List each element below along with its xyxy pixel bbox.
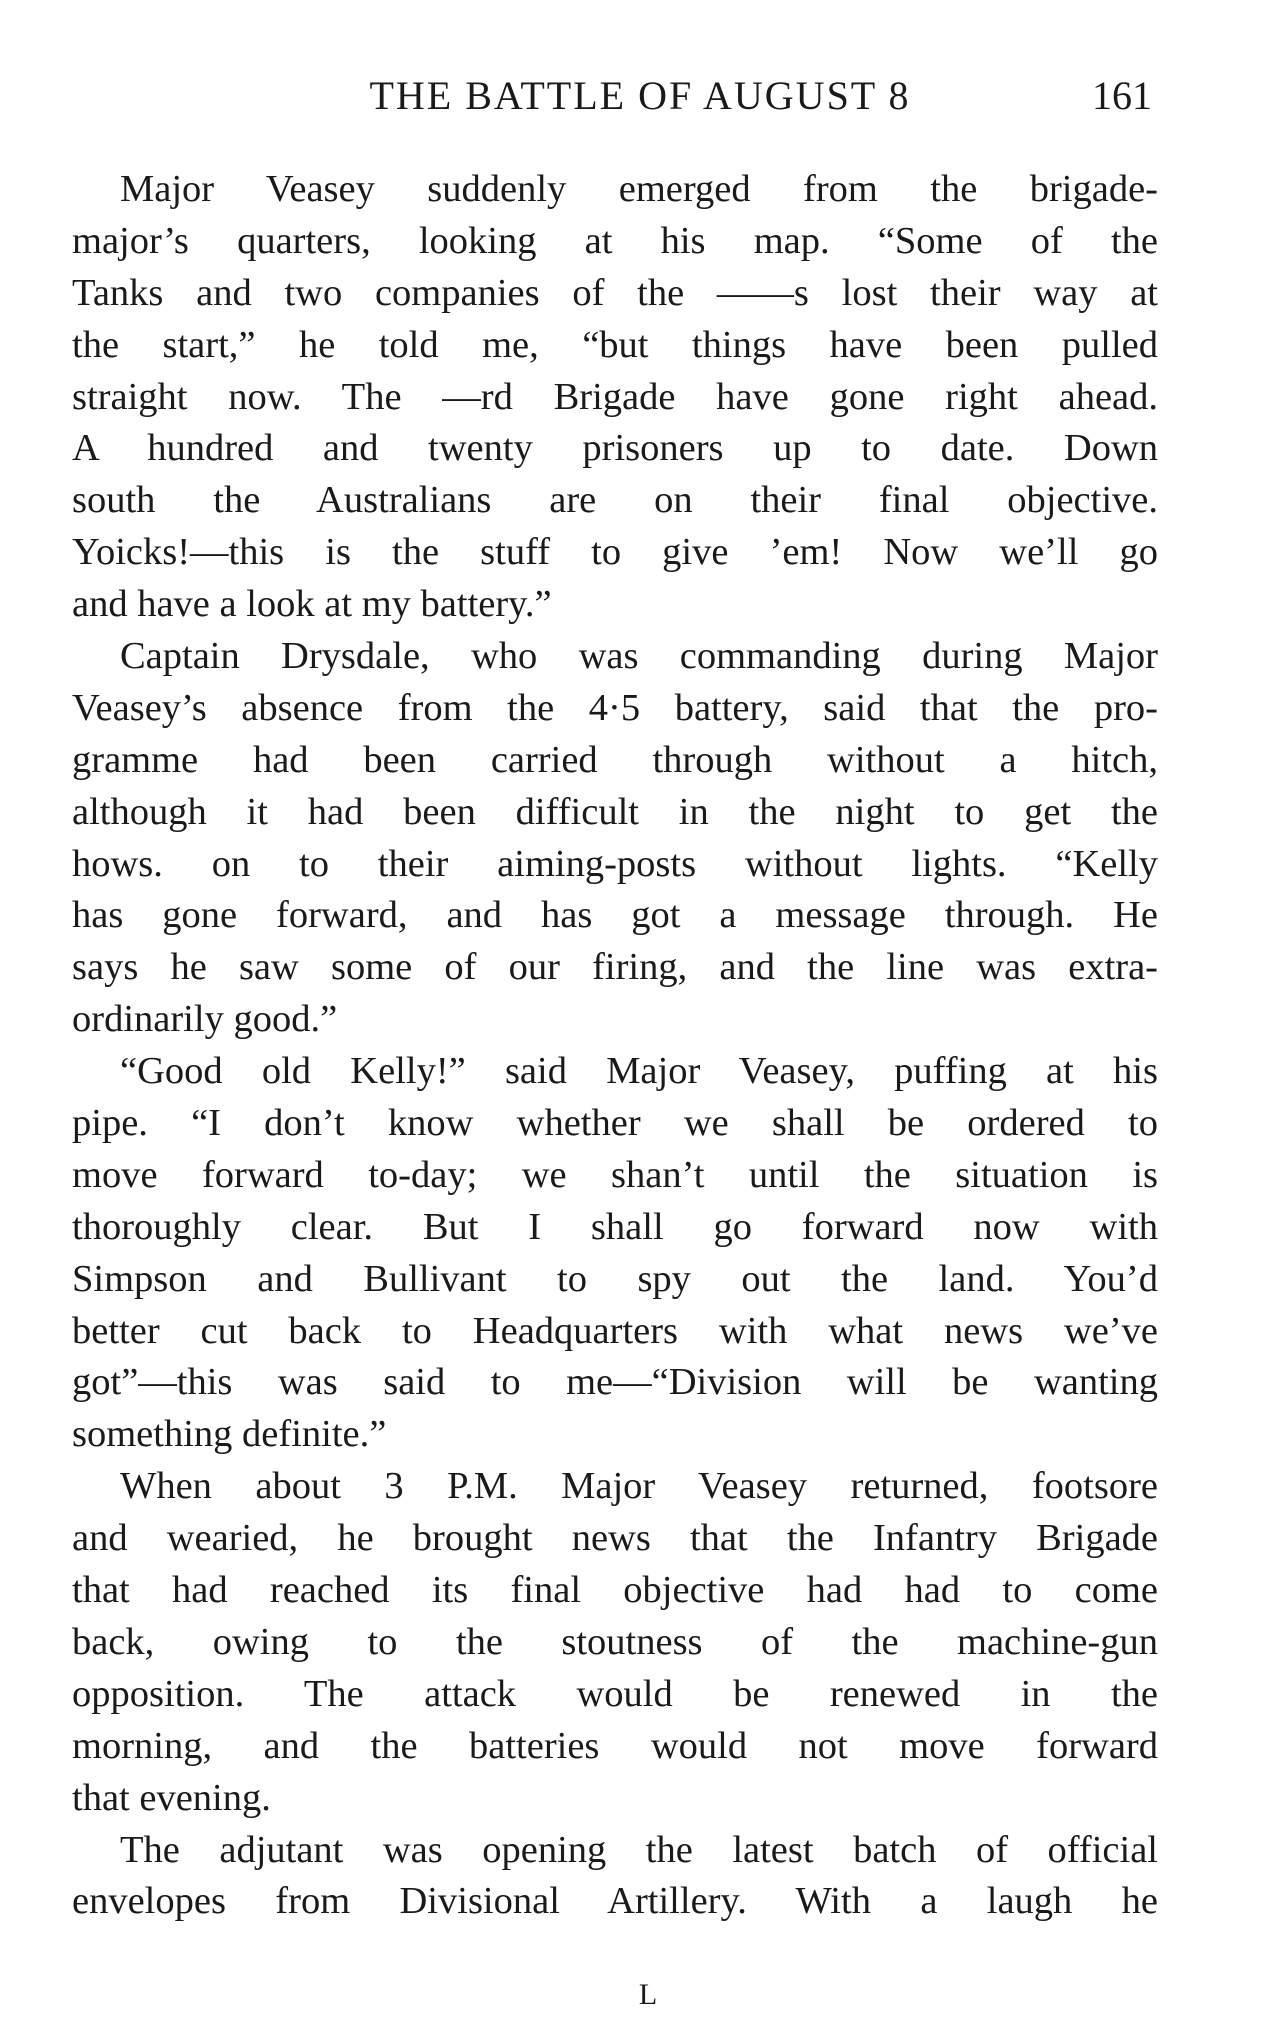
- text-line: although it had been difficult in the night to get the: [72, 790, 1158, 833]
- page-number: 161: [1092, 73, 1152, 118]
- text-line: thoroughly clear. But I shall go forward now with: [72, 1205, 1158, 1248]
- text-line: back, owing to the stoutness of the machine-gun: [72, 1620, 1158, 1663]
- text-line: Veasey’s absence from the 4·5 battery, said that the pro-: [72, 686, 1158, 729]
- text-line: Major Veasey suddenly emerged from the brigade-: [120, 168, 1158, 210]
- text-line: The adjutant was opening the latest batch of official: [120, 1828, 1158, 1871]
- text-line: has gone forward, and has got a message through. He: [72, 894, 1158, 937]
- text-line: ordinarily good.”: [72, 998, 338, 1041]
- text-line: better cut back to Headquarters with what news we’ve: [72, 1309, 1158, 1352]
- text-line: When about 3 P.M. Major Veasey returned, footsore: [120, 1465, 1158, 1508]
- text-line: A hundred and twenty prisoners up to date. Down: [72, 427, 1158, 470]
- text-line: envelopes from Divisional Artillery. With a laugh he: [72, 1880, 1158, 1923]
- text-line: says he saw some of our firing, and the line was extra-: [72, 946, 1158, 989]
- text-line: opposition. The attack would be renewed in the: [72, 1672, 1158, 1715]
- text-line: that evening.: [72, 1776, 271, 1819]
- text-line: Yoicks!—this is the stuff to give ’em! Now we’ll go: [72, 531, 1158, 574]
- text-line: south the Australians are on their final objective.: [72, 479, 1158, 522]
- text-line: and wearied, he brought news that the Infantry Brigade: [72, 1517, 1158, 1560]
- text-line: the start,” he told me, “but things have been pulled: [72, 323, 1158, 366]
- text-line: pipe. “I don’t know whether we shall be ordered to: [72, 1102, 1158, 1145]
- text-line: Captain Drysdale, who was commanding during Major: [120, 635, 1158, 678]
- text-line: gramme had been carried through without a hitch,: [72, 738, 1158, 781]
- text-line: “Good old Kelly!” said Major Veasey, puffing at his: [120, 1050, 1158, 1093]
- text-line: something definite.”: [72, 1413, 387, 1456]
- body-text: [72, 164, 1158, 1928]
- text-line: move forward to-day; we shan’t until the situation is: [72, 1153, 1158, 1196]
- text-line: Tanks and two companies of the ——s lost their way at: [72, 271, 1158, 314]
- text-line: hows. on to their aiming-posts without lights. “Kelly: [72, 842, 1158, 885]
- running-head: [70, 66, 1160, 126]
- text-line: and have a look at my battery.”: [72, 583, 552, 626]
- text-line: major’s quarters, looking at his map. “Some of the: [72, 219, 1158, 262]
- text-line: got”—this was said to me—“Division will be wanting: [72, 1361, 1158, 1404]
- text-line: morning, and the batteries would not move forward: [72, 1724, 1158, 1767]
- running-title: THE BATTLE OF AUGUST 8: [369, 73, 911, 118]
- text-line: that had reached its final objective had had to come: [72, 1569, 1158, 1612]
- text-line: Simpson and Bullivant to spy out the land. You’d: [72, 1257, 1158, 1300]
- signature-mark: L: [638, 1978, 658, 2011]
- text-line: straight now. The —rd Brigade have gone right ahead.: [72, 375, 1158, 418]
